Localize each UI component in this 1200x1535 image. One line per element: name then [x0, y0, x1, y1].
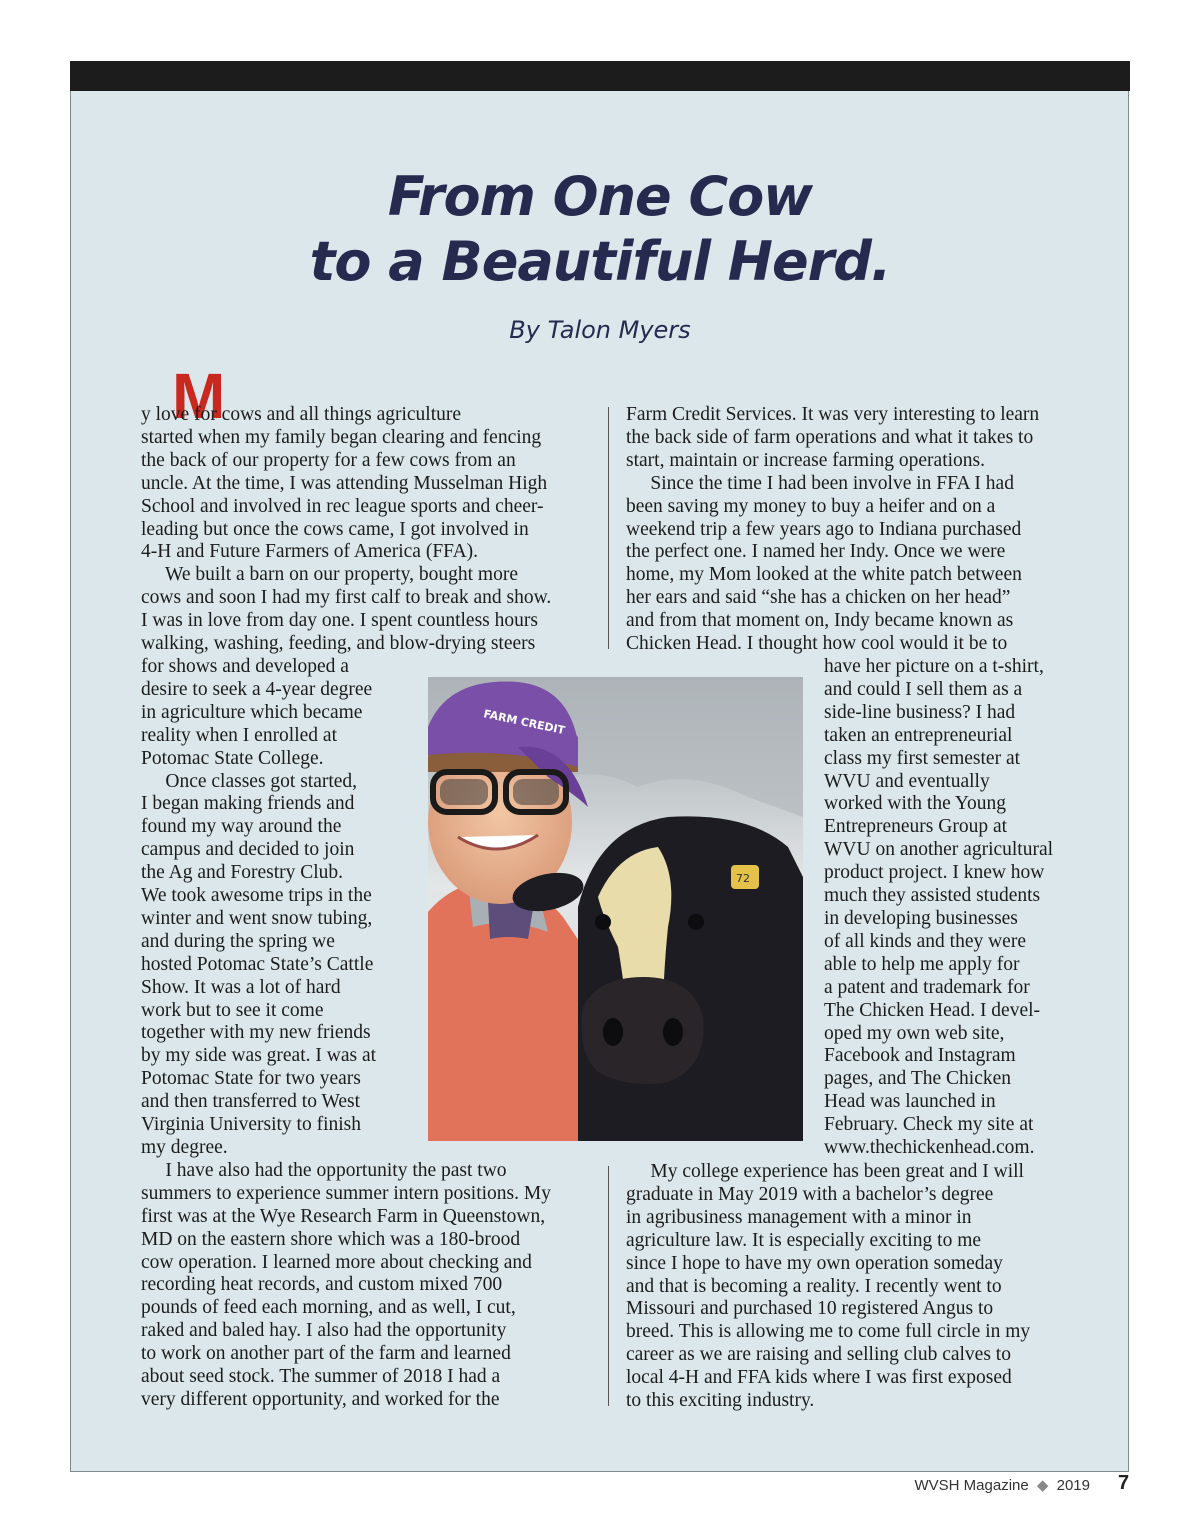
- article-photo: [428, 677, 803, 1141]
- photo-illustration: [428, 677, 803, 1141]
- right-column-bottom-text: My college experience has been great and I will graduate in May 2019 with a bachelor’s degree in agribusiness management with a minor in agriculture law. It is especially exciting to me since I hope to have my own operation someday and that is becoming a reality. I recently went to Missouri and purchased 10 registered Angus to breed. This is allowing me to come full circle in my career as we are raising and selling club calves to local 4-H and FFA kids where I was first exposed to this exciting industry.: [626, 1161, 1031, 1412]
- article-title-line-1: From One Cow: [387, 165, 813, 228]
- right-column-top-text: Farm Credit Services. It was very interesting to learn the back side of farm operations and what it takes to start, maintain or increase farming operations. Since the time I had been involve in FFA I had been saving my money to buy a heifer and on a weekend trip a few years ago to Indiana purchased the perfect one. I named her Indy. Once we were home, my Mom looked at the white patch between her ears and said “she has a chicken on her head” and from that moment on, Indy became known as Chicken Head. I thought how cool would it be to: [626, 404, 1040, 655]
- drop-cap: M: [172, 360, 226, 432]
- header-bar: [70, 61, 1130, 91]
- diamond-separator-icon: ◆: [1036, 1477, 1049, 1494]
- byline: By Talon Myers: [509, 316, 691, 344]
- column-divider-top: [608, 407, 609, 649]
- cow-left-eye: [595, 914, 611, 930]
- cow-muzzle: [581, 977, 703, 1084]
- left-column-text: y love for cows and all things agriculture started when my family began clearing and fencing the back of our property for a few cows from an uncle. At the time, I was attending Musselman High School and involved in rec league sports and cheer- leading but once the cows came, I got involved in 4-H and Future Farmers of America (FFA). We built a barn on our property, bought more cows and soon I had my first calf to break and show. I was in love from day one. I spent countless hours walking, washing, feeding, and blow-drying steers for shows and developed a desire to seek a 4-year degree in agriculture which became reality when I enrolled at Potomac State College. Once classes got started, I began making friends and found my way around the campus and decided to join the Ag and Forestry Club. We took awesome trips in the winter and went snow tubing, and during the spring we hosted Potomac State’s Cattle Show. It was a lot of hard work but to see it come together with my new friends by my side was great. I was at Potomac State for two years and then transferred to West Virginia University to finish my degree. I have also had the opportunity the past two summers to experience summer intern positions. My first was at the Wye Research Farm in Queenstown, MD on the eastern shore which was a 180-brood cow operation. I learned more about checking and recording heat records, and custom mixed 700 pounds of feed each morning, and as well, I cut, raked and baled hay. I also had the opportunity to work on another part of the farm and learned about seed stock. The summer of 2018 I had a very different opportunity, and worked for the: [141, 404, 552, 1410]
- ear-tag-text: 72: [736, 872, 750, 885]
- cow-right-eye: [688, 914, 704, 930]
- publication-name: WVSH Magazine: [914, 1477, 1029, 1494]
- page-number: 7: [1118, 1472, 1130, 1494]
- cap-logo-text: FARM CREDIT: [482, 707, 567, 738]
- publication-year: 2019: [1056, 1477, 1090, 1494]
- page-footer: [915, 1476, 1090, 1494]
- column-divider-bottom: [608, 1166, 609, 1406]
- right-column-beside-photo-text: have her picture on a t-shirt, and could I sell them as a side-line business? I had taken an entrepreneurial class my first semester at WVU and eventually worked with the Young Entrepreneurs Group at WVU on another agricultural product project. I knew how much they assisted students in developing businesses of all kinds and they were able to help me apply for a patent and trademark for The Chicken Head. I devel- oped my own web site, Facebook and Instagram pages, and The Chicken Head was launched in February. Check my site at www.thechickenhead.com.: [824, 656, 1054, 1159]
- article-title-line-2: to a Beautiful Herd.: [309, 230, 891, 293]
